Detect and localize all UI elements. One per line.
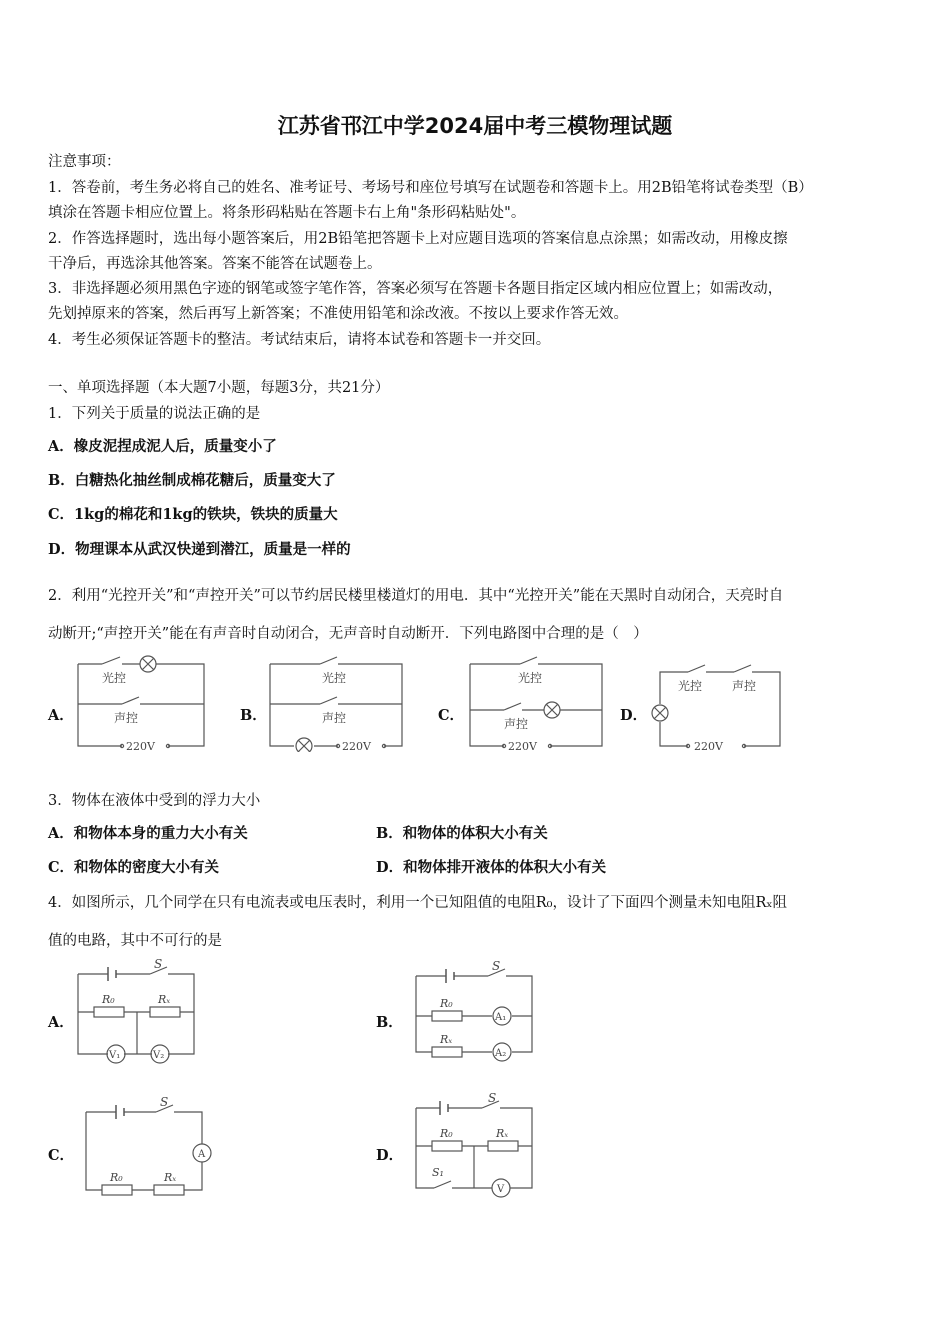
notice-line: 2．作答选择题时，选出每小题答案后，用2B铅笔把答题卡上对应题目选项的答案信息点涂黑；如需改动，用橡皮擦: [48, 231, 788, 247]
switch-label: S: [492, 959, 501, 973]
q4-circuit-b: [410, 958, 540, 1064]
q4-label-c: C．: [48, 1147, 75, 1164]
a2-label: A₂: [495, 1048, 507, 1059]
q2-circuit-a: [72, 652, 212, 752]
r0-label: R₀: [110, 1171, 123, 1184]
a1-label: A₁: [495, 1012, 507, 1023]
sound-switch-label: 声控: [322, 711, 347, 725]
sound-switch-label: 声控: [504, 717, 529, 731]
notice-line: 先划掉原来的答案，然后再写上新答案；不准使用铅笔和涂改液。不按以上要求作答无效。: [48, 306, 628, 322]
sound-switch-label: 声控: [732, 679, 757, 693]
notice-line: 1．答卷前，考生务必将自己的姓名、准考证号、考场号和座位号填写在试题卷和答题卡上。用2B铅笔将试卷类型（B）: [48, 180, 813, 196]
q4-label-b: B．: [376, 1014, 403, 1031]
ammeter-label: A: [198, 1149, 206, 1160]
notice-line: 4．考生必须保证答题卡的整洁。考试结束后，请将本试卷和答题卡一并交回。: [48, 332, 551, 348]
supply-label: 220V: [126, 740, 155, 752]
q2-stem-line1: 2．利用“光控开关”和“声控开关”可以节约居民楼里楼道灯的用电．其中“光控开关”能在天黑时自动闭合，天亮时自: [48, 588, 784, 604]
rx-label: Rₓ: [158, 993, 171, 1006]
notice-heading: 注意事项：: [48, 154, 121, 170]
q1-option-a: A．橡皮泥捏成泥人后，质量变小了: [48, 438, 277, 455]
rx-label: Rₓ: [164, 1171, 177, 1184]
light-switch-label: 光控: [518, 671, 543, 685]
rx-label: Rₓ: [496, 1127, 509, 1140]
q2-label-c: C．: [438, 707, 465, 724]
q1-option-d: D．物理课本从武汉快递到潜江，质量是一样的: [48, 541, 351, 558]
q4-circuit-c: [80, 1092, 220, 1198]
v2-label: V₂: [153, 1050, 165, 1061]
battery-icon: [446, 969, 454, 983]
q3-option-b: B．和物体的体积大小有关: [376, 825, 548, 842]
supply-label: 220V: [508, 740, 537, 752]
light-switch-label: 光控: [322, 671, 347, 685]
q4-circuit-d: [410, 1092, 540, 1202]
r0-label: R₀: [440, 1127, 453, 1140]
q4-stem-line1: 4．如图所示，几个同学在只有电流表或电压表时，利用一个已知阻值的电阻R₀，设计了下面四个测量未知电阻Rₓ阻: [48, 895, 788, 911]
switch-label: S: [154, 958, 163, 971]
battery-icon: [116, 1105, 124, 1119]
q3-option-c: C．和物体的密度大小有关: [48, 859, 220, 876]
notice-line: 干净后，再选涂其他答案。答案不能答在试题卷上。: [48, 256, 382, 272]
switch1-label: S₁: [432, 1166, 444, 1179]
v1-label: V₁: [109, 1050, 121, 1061]
section-heading: 一、单项选择题（本大题7小题，每题3分，共21分）: [48, 380, 390, 396]
rx-label: Rₓ: [440, 1033, 453, 1046]
q2-circuit-c: [464, 652, 609, 752]
q4-label-a: A．: [48, 1014, 74, 1031]
q4-circuit-a: [72, 958, 202, 1064]
light-switch-label: 光控: [678, 679, 703, 693]
supply-label: 220V: [342, 740, 371, 752]
switch-label: S: [488, 1092, 497, 1105]
q3-option-a: A．和物体本身的重力大小有关: [48, 825, 248, 842]
battery-icon: [108, 967, 116, 981]
q4-label-d: D．: [376, 1147, 404, 1164]
voltmeter-label: V: [497, 1184, 505, 1195]
q2-stem-line2: 动断开;“声控开关”能在有声音时自动闭合，无声音时自动断开．下列电路图中合理的是（ ）: [48, 626, 648, 642]
r0-label: R₀: [102, 993, 115, 1006]
r0-label: R₀: [440, 997, 453, 1010]
q1-stem: 1．下列关于质量的说法正确的是: [48, 406, 261, 422]
switch-label: S: [160, 1095, 169, 1109]
battery-icon: [440, 1101, 448, 1115]
page-title: 江苏省邗江中学2024届中考三模物理试题: [277, 114, 673, 138]
q3-stem: 3．物体在液体中受到的浮力大小: [48, 793, 261, 809]
notice-line: 填涂在答题卡相应位置上。将条形码粘贴在答题卡右上角"条形码粘贴处"。: [48, 205, 526, 221]
q3-option-d: D．和物体排开液体的体积大小有关: [376, 859, 607, 876]
light-switch-label: 光控: [102, 671, 127, 685]
supply-label: 220V: [694, 740, 723, 752]
q2-label-b: B．: [240, 707, 267, 724]
q2-circuit-b: [264, 652, 409, 752]
q1-option-b: B．白糖热化抽丝制成棉花糖后，质量变大了: [48, 472, 336, 489]
q1-option-c: C．1kg的棉花和1kg的铁块，铁块的质量大: [48, 506, 338, 523]
sound-switch-label: 声控: [114, 711, 139, 725]
q2-label-d: D．: [620, 707, 648, 724]
notice-line: 3．非选择题必须用黑色字迹的钢笔或签字笔作答，答案必须写在答题卡各题目指定区域内相应位置上；如需改动，: [48, 281, 783, 297]
q4-stem-line2: 值的电路，其中不可行的是: [48, 933, 222, 949]
q2-circuit-d: [648, 652, 788, 752]
q2-label-a: A．: [48, 707, 74, 724]
